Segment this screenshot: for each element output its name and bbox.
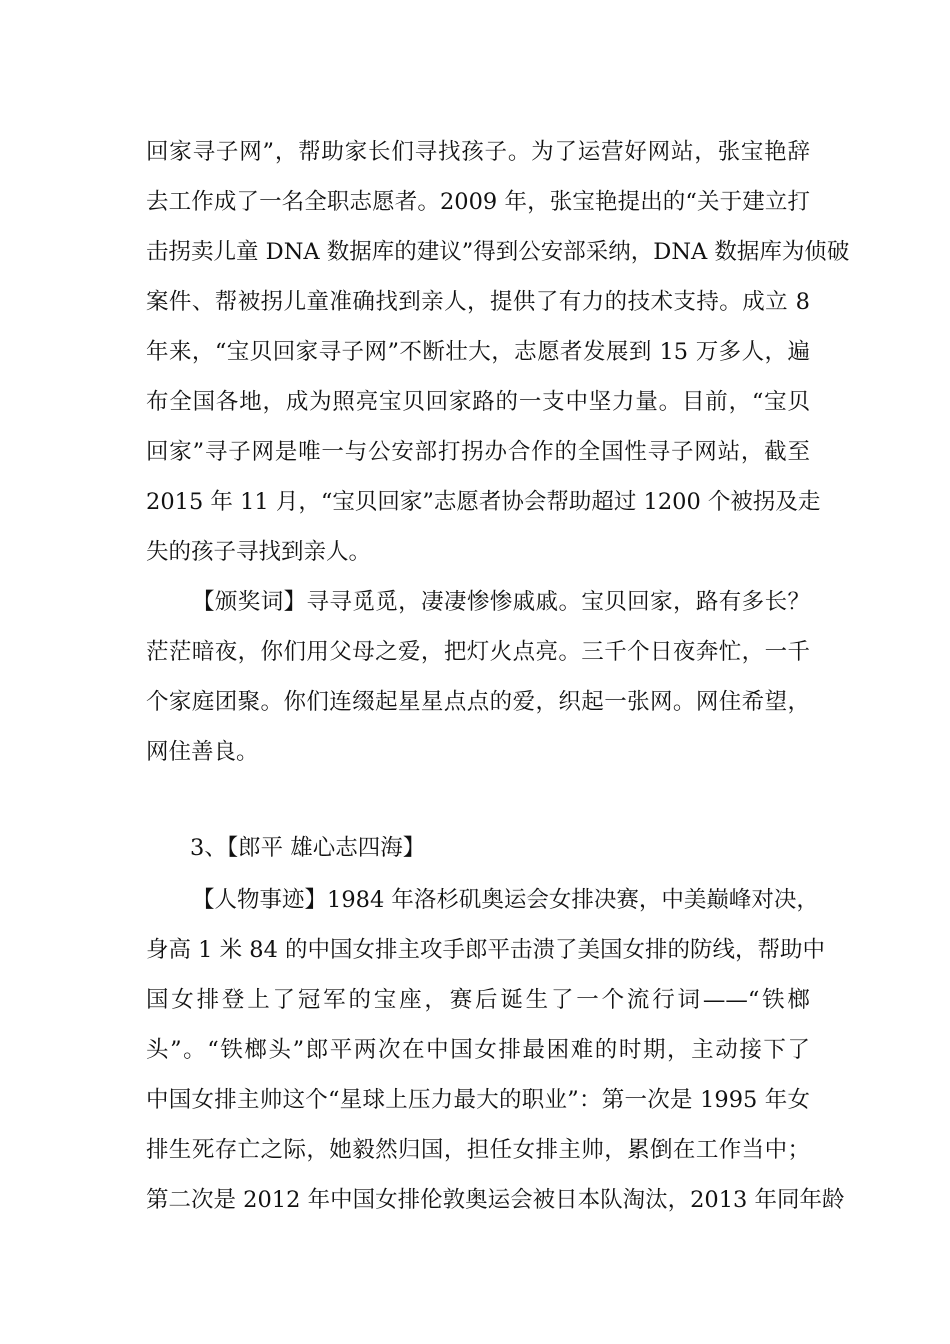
story-line: 国女排登上了冠军的宝座，赛后诞生了一个流行词——“铁榔	[146, 987, 810, 1013]
paragraph-line: 布全国各地，成为照亮宝贝回家路的一支中坚力量。目前，“宝贝	[146, 389, 810, 415]
award-citation-line: 个家庭团聚。你们连缀起星星点点的爱，织起一张网。网住希望，	[146, 689, 810, 715]
story-line: 头”。“铁榔头”郎平两次在中国女排最困难的时期，主动接下了	[146, 1037, 810, 1063]
paragraph-line: 年来，“宝贝回家寻子网”不断壮大，志愿者发展到 15 万多人，遍	[146, 339, 810, 365]
paragraph-line: 回家”寻子网是唯一与公安部打拐办合作的全国性寻子网站，截至	[146, 439, 810, 465]
story-line: 中国女排主帅这个“星球上压力最大的职业”：第一次是 1995 年女	[146, 1087, 810, 1113]
award-citation-line: 网住善良。	[146, 739, 259, 765]
story-line: 【人物事迹】1984 年洛杉矶奥运会女排决赛，中美巅峰对决，	[192, 887, 819, 913]
paragraph-line: 回家寻子网”，帮助家长们寻找孩子。为了运营好网站，张宝艳辞	[146, 139, 810, 165]
paragraph-line: 失的孩子寻找到亲人。	[146, 539, 372, 565]
paragraph-line: 案件、帮被拐儿童准确找到亲人，提供了有力的技术支持。成立 8	[146, 289, 810, 315]
story-line: 身高 1 米 84 的中国女排主攻手郎平击溃了美国女排的防线，帮助中	[146, 937, 826, 963]
story-line: 第二次是 2012 年中国女排伦敦奥运会被日本队淘汰，2013 年同年龄	[146, 1187, 845, 1213]
paragraph-line: 2015 年 11 月，“宝贝回家”志愿者协会帮助超过 1200 个被拐及走	[146, 489, 821, 515]
award-citation-line: 【颁奖词】寻寻觅觅，凄凄惨惨戚戚。宝贝回家，路有多长？	[192, 589, 810, 615]
paragraph-line: 去工作成了一名全职志愿者。2009 年，张宝艳提出的“关于建立打	[146, 189, 810, 215]
paragraph-line: 击拐卖儿童 DNA 数据库的建议”得到公安部采纳，DNA 数据库为侦破	[146, 239, 850, 265]
section-heading: 3、【郎平 雄心志四海】	[190, 835, 426, 861]
story-line: 排生死存亡之际，她毅然归国，担任女排主帅，累倒在工作当中；	[146, 1137, 810, 1163]
award-citation-line: 茫茫暗夜，你们用父母之爱，把灯火点亮。三千个日夜奔忙，一千	[146, 639, 810, 665]
